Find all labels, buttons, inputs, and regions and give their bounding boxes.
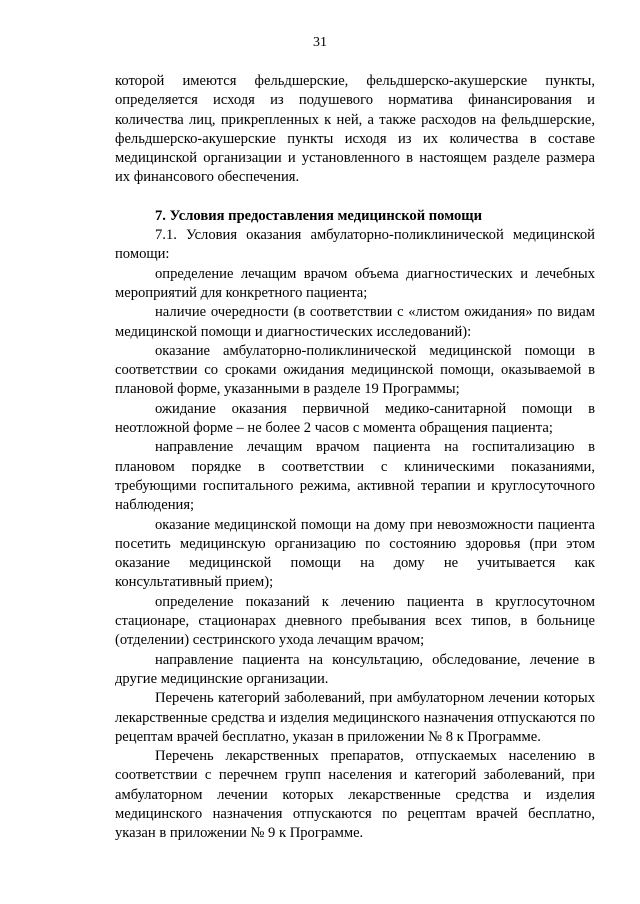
- paragraph-item: направление лечащим врачом пациента на госпитализацию в плановом порядке в соответствии с клиническими показаниями, требующими госпитального режима, активной терапии и круглосуточного наблюдения;: [115, 439, 595, 514]
- paragraph-item: наличие очередности (в соответствии с «листом ожидания» по видам медицинской помощи и диагностических исследований):: [115, 304, 595, 340]
- page-number: 31: [313, 35, 327, 50]
- paragraph-item: определение показаний к лечению пациента в круглосуточном стационаре, стационарах дневного пребывания всех типов, в больнице (отделении) сестринского ухода лечащим врачом;: [115, 593, 595, 649]
- paragraph-item: ожидание оказания первичной медико-санитарной помощи в неотложной форме – не более 2 часов с момента обращения пациента;: [115, 400, 595, 437]
- document-body: [115, 72, 595, 844]
- paragraph-item: направление пациента на консультацию, обследование, лечение в другие медицинские организации.: [115, 651, 595, 687]
- paragraph-continuation: которой имеются фельдшерские, фельдшерско-акушерские пункты, определяется исходя из подушевого норматива финансирования и количества лиц, прикрепленных к ней, а также расходов на фельдшерские, фельдшерско-акушерские пункты исходя из их количества в составе медицинской организации и установленного в настоящем разделе размера их финансового обеспечения.: [115, 73, 595, 186]
- paragraph-item: оказание медицинской помощи на дому при невозможности пациента посетить медицинскую организацию по состоянию здоровья (при этом оказание медицинской помощи на дому не учитывается как консультативный прием);: [115, 516, 595, 591]
- paragraph-appendix-8: Перечень категорий заболеваний, при амбулаторном лечении которых лекарственные средства и изделия медицинского назначения отпускаются по рецептам врачей бесплатно, указан в приложении № 8 к Программе.: [115, 690, 595, 745]
- paragraph-7-1: 7.1. Условия оказания амбулаторно-поликлинической медицинской помощи:: [115, 227, 595, 263]
- section-heading: 7. Условия предоставления медицинской помощи: [155, 207, 482, 224]
- paragraph-item: определение лечащим врачом объема диагностических и лечебных мероприятий для конкретного пациента;: [115, 265, 595, 301]
- paragraph-item: оказание амбулаторно-поликлинической медицинской помощи в соответствии со сроками ожидания медицинской помощи, оказываемой в плановой форме, указанными в разделе 19 Программы;: [115, 342, 595, 398]
- paragraph-appendix-9: Перечень лекарственных препаратов, отпускаемых населению в соответствии с перечнем групп населения и категорий заболеваний, при амбулаторном лечении которых лекарственные средства и изделия медицинского назначения отпускаются по рецептам врачей бесплатно, указан в приложении № 9 к Программе.: [115, 748, 595, 842]
